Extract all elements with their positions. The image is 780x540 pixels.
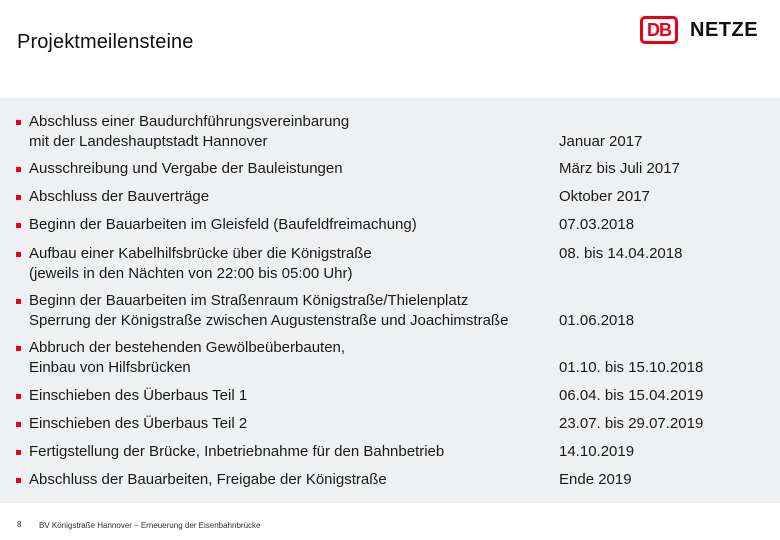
- page-number: 8: [17, 520, 22, 529]
- milestone-date: Januar 2017: [559, 133, 643, 150]
- milestone-label-line: mit der Landeshauptstadt Hannover: [29, 133, 268, 150]
- milestone-date: 07.03.2018: [559, 216, 635, 233]
- bullet-icon: [16, 450, 21, 455]
- milestone-label-line: Beginn der Bauarbeiten im Straßenraum Königstraße/Thielenplatz: [29, 292, 469, 309]
- netze-wordmark: NETZE: [690, 18, 759, 41]
- footer-text: BV Königstraße Hannover – Erneuerung der Eisenbahnbrücke: [39, 521, 261, 530]
- bullet-icon: [16, 478, 21, 483]
- milestone-label: [29, 187, 554, 207]
- db-logo-mark: DB: [640, 16, 678, 44]
- milestone-label: [29, 442, 554, 462]
- milestone-label-line: Aufbau einer Kabelhilfsbrücke über die Königstraße: [29, 245, 372, 262]
- milestone-label-line: Einschieben des Überbaus Teil 1: [29, 387, 248, 404]
- milestone-label: [29, 159, 554, 179]
- milestone-date: 23.07. bis 29.07.2019: [559, 415, 704, 432]
- bullet-icon: [16, 299, 21, 304]
- db-netze-logo: [640, 14, 758, 46]
- milestone-label-line: Ausschreibung und Vergabe der Bauleistungen: [29, 160, 343, 177]
- milestone-label: [29, 414, 554, 434]
- milestone-label: [29, 244, 554, 284]
- milestone-date: 14.10.2019: [559, 443, 635, 460]
- milestone-label-line: Abschluss der Bauarbeiten, Freigabe der Königstraße: [29, 471, 387, 488]
- milestone-date: 06.04. bis 15.04.2019: [559, 387, 704, 404]
- milestone-label-line: Abschluss der Bauverträge: [29, 188, 210, 205]
- milestone-label: [29, 386, 554, 406]
- milestone-label-line: Abbruch der bestehenden Gewölbeüberbauten,: [29, 339, 346, 356]
- milestone-date: 01.10. bis 15.10.2018: [559, 359, 704, 376]
- milestone-label: [29, 338, 554, 378]
- bullet-icon: [16, 223, 21, 228]
- milestone-date: Oktober 2017: [559, 188, 650, 205]
- bullet-icon: [16, 394, 21, 399]
- milestone-label: [29, 112, 554, 152]
- bullet-icon: [16, 167, 21, 172]
- bullet-icon: [16, 252, 21, 257]
- milestone-label: [29, 215, 554, 235]
- bullet-icon: [16, 346, 21, 351]
- milestone-label-line: Abschluss einer Baudurchführungsvereinbarung: [29, 113, 350, 130]
- page-title: Projektmeilensteine: [17, 31, 194, 53]
- milestone-label-line: Einschieben des Überbaus Teil 2: [29, 415, 248, 432]
- milestone-date: Ende 2019: [559, 471, 632, 488]
- milestone-date: 08. bis 14.04.2018: [559, 245, 683, 262]
- bullet-icon: [16, 422, 21, 427]
- bullet-icon: [16, 120, 21, 125]
- milestone-label-line: Einbau von Hilfsbrücken: [29, 359, 191, 376]
- milestone-label-line: Sperrung der Königstraße zwischen Augustenstraße und Joachimstraße: [29, 312, 509, 329]
- bullet-icon: [16, 195, 21, 200]
- milestone-date: 01.06.2018: [559, 312, 635, 329]
- milestone-label-line: Fertigstellung der Brücke, Inbetriebnahme für den Bahnbetrieb: [29, 443, 445, 460]
- milestone-label: [29, 291, 554, 331]
- milestone-date: März bis Juli 2017: [559, 160, 680, 177]
- milestone-label-line: Beginn der Bauarbeiten im Gleisfeld (Baufeldfreimachung): [29, 216, 417, 233]
- milestone-label-line: (jeweils in den Nächten von 22:00 bis 05:00 Uhr): [29, 265, 353, 282]
- milestone-label: [29, 470, 554, 490]
